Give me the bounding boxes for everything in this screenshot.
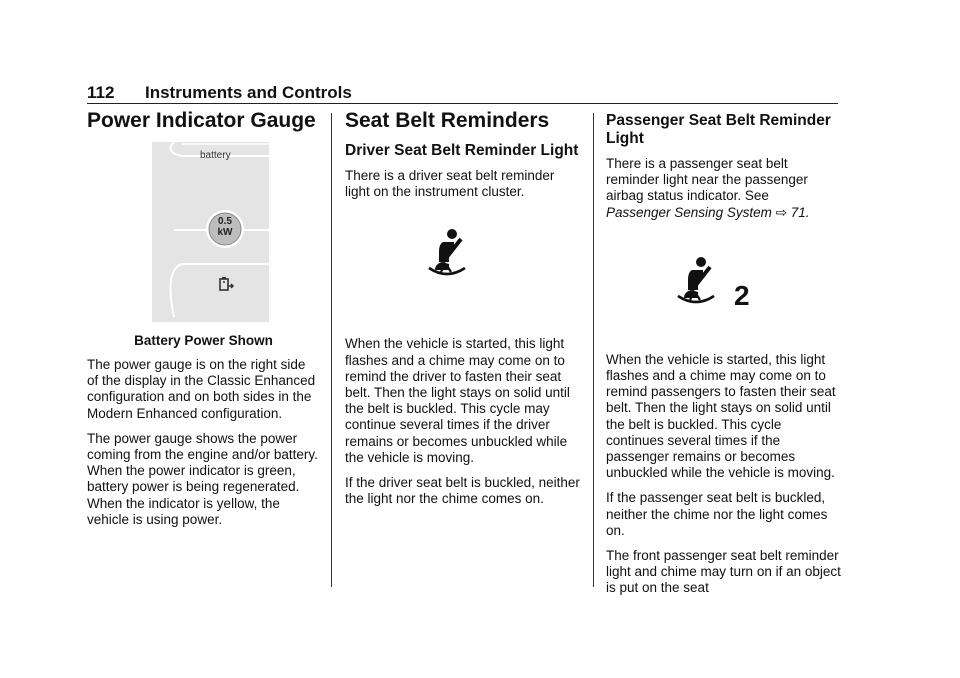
page-header [87, 83, 838, 103]
paragraph-text: There is a passenger seat belt reminder light near the passenger airbag status indicator. See [606, 156, 808, 204]
subsection-heading: Passenger Seat Belt Reminder Light [606, 112, 831, 147]
section-heading: Seat Belt Reminders [345, 109, 550, 132]
paragraph: There is a passenger seat belt reminder light near the passenger airbag status indicator. See Passenger Sensing System ⇨ 71. [606, 156, 810, 220]
paragraph: When the vehicle is started, this light flashes and a chime may come on to remind passengers to fasten their seat belt. Then the light stays on solid until the belt is buckled. This cycle continues several times if the passenger remains or becomes unbuckled while the vehicle is moving. [606, 351, 836, 481]
power-value: 0.5 [218, 216, 232, 227]
power-value-readout [210, 216, 240, 238]
section-heading: Power Indicator Gauge [87, 109, 316, 132]
paragraph: If the driver seat belt is buckled, neither the light nor the chime comes on. [345, 475, 580, 507]
paragraph: The front passenger seat belt reminder light and chime may turn on if an object is put on the seat [606, 548, 841, 596]
subsection-heading: Driver Seat Belt Reminder Light [345, 142, 579, 159]
page-number: 112 [87, 83, 115, 102]
paragraph: If the passenger seat belt is buckled, neither the chime nor the light comes on. [606, 490, 828, 538]
paragraph: The power gauge shows the power coming from the engine and/or battery. When the power indicator is green, battery power is being regenerated. When the indicator is yellow, the vehicle is using power. [87, 430, 318, 527]
column-power-indicator [87, 108, 320, 528]
header-rule [87, 103, 838, 104]
paragraph: When the vehicle is started, this light flashes and a chime may come on to remind the driver to fasten their seat belt. Then the light stays on solid until the belt is buckled. This cycle may continue several times if the driver remains or becomes unbuckled while the vehicle is moving. [345, 336, 570, 465]
column-seat-belt-reminders [345, 108, 580, 507]
battery-label: battery [200, 150, 231, 161]
figure-caption: Battery Power Shown [134, 333, 273, 348]
paragraph: The power gauge is on the right side of the display in the Classic Enhanced configuration and on both sides in the Modern Enhanced configuration. [87, 357, 316, 421]
page-ref-arrow-icon: ⇨ [775, 204, 787, 220]
page-reference[interactable]: 71 [790, 204, 806, 220]
paragraph: There is a driver seat belt reminder light on the instrument cluster. [345, 168, 555, 200]
passenger-seat-belt-icon [606, 256, 841, 332]
plug-charge-icon [218, 276, 236, 294]
column-divider [331, 113, 332, 587]
column-divider [593, 113, 594, 587]
power-gauge-figure [152, 142, 269, 322]
driver-seat-belt-icon [345, 228, 580, 312]
power-unit: kW [217, 227, 233, 238]
cross-reference-link[interactable]: Passenger Sensing System [606, 204, 772, 220]
section-title: Instruments and Controls [145, 83, 352, 102]
passenger-icon-number: 2 [734, 279, 750, 311]
column-passenger-reminder [606, 108, 841, 597]
